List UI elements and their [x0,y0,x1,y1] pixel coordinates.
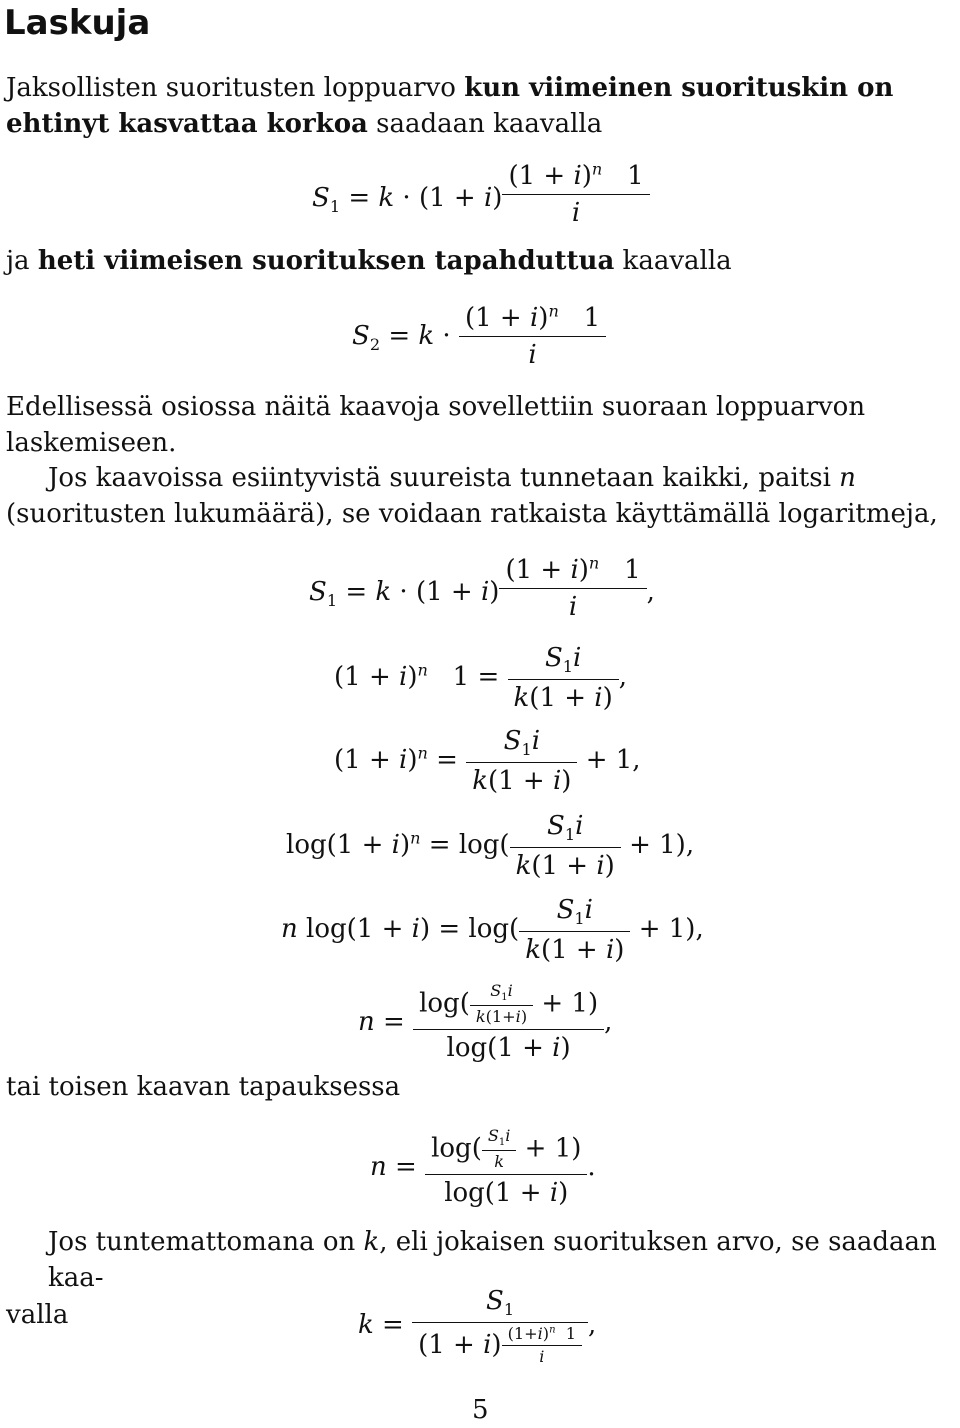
paragraph-s2-intro: ja heti viimeisen suorituksen tapahduttua kaavalla [6,246,732,276]
formula-k: k = $S_1$ (1 + i) $\frac{(1+i)^n 1}{i}$ , [358,1286,597,1367]
bold-condition: kun viimeinen suorituskin on ehtinyt kasvattaa korkoa [6,73,894,140]
derivation-step-4: $\log(1 + i)^n = \log$( $\frac{S_1i}{k(1 + i)}$ + 1), [286,811,695,881]
derivation-step-5: n log(1 + i) = log( $\frac{S_1i}{k(1 + i)}$ + 1), [281,895,704,965]
paragraph-previous-section: Edellisessä osiossa näitä kaavoja sovellettiin suoraan loppuarvon laskemiseen. [6,392,866,459]
formula-s1: $S_1 = k \cdot (1 + i)$ $\frac{(1 + i)^n 1}{i}$ [312,162,650,236]
bold-condition-2: heti viimeisen suorituksen tapahduttua [37,246,615,276]
derivation-step-1: $S_1 = k \cdot (1 + i)$ $\frac{(1 + i)^n 1}{i}$ , [309,553,655,623]
paragraph-solve-k: Jos tuntemattomana on k, eli jokaisen suorituksen arvo, se saadaan kaa- valla [6,1227,937,1330]
paragraph-logarithm-intro: Jos kaavoissa esiintyvistä suureista tunnetaan kaikki, paitsi n (suoritusten lukumäärä), se voidaan ratkaista käyttämällä logaritmeja, [6,463,938,530]
formula-n-second-case: n = log( $\frac{S_1i}{k}$ + 1) log(1 + i) . [370,1126,596,1208]
page-number: 5 [472,1395,489,1425]
derivation-step-3: $(1 + i)^n$ = $\frac{S_1i}{k(1 + i)}$ + 1, [334,726,641,796]
paragraph-final-value-intro: Jaksollisten suoritusten loppuarvo kun viimeinen suorituskin on ehtinyt kasvattaa korkoa saadaan kaavalla [6,73,894,140]
paragraph-other-formula: tai toisen kaavan tapauksessa [6,1072,401,1102]
formula-s2: $S_2 = k$ · $\frac{(1 + i)^n 1}{i}$ [352,300,606,374]
derivation-step-2: $(1 + i)^n$ 1 = $\frac{S_1i}{k(1 + i)}$ , [334,643,628,713]
derivation-step-6: n = log( $\frac{S_1i}{k(1+i)}$ + 1) log(1 + i) , [358,981,613,1063]
page-title: Laskuja [4,3,151,43]
